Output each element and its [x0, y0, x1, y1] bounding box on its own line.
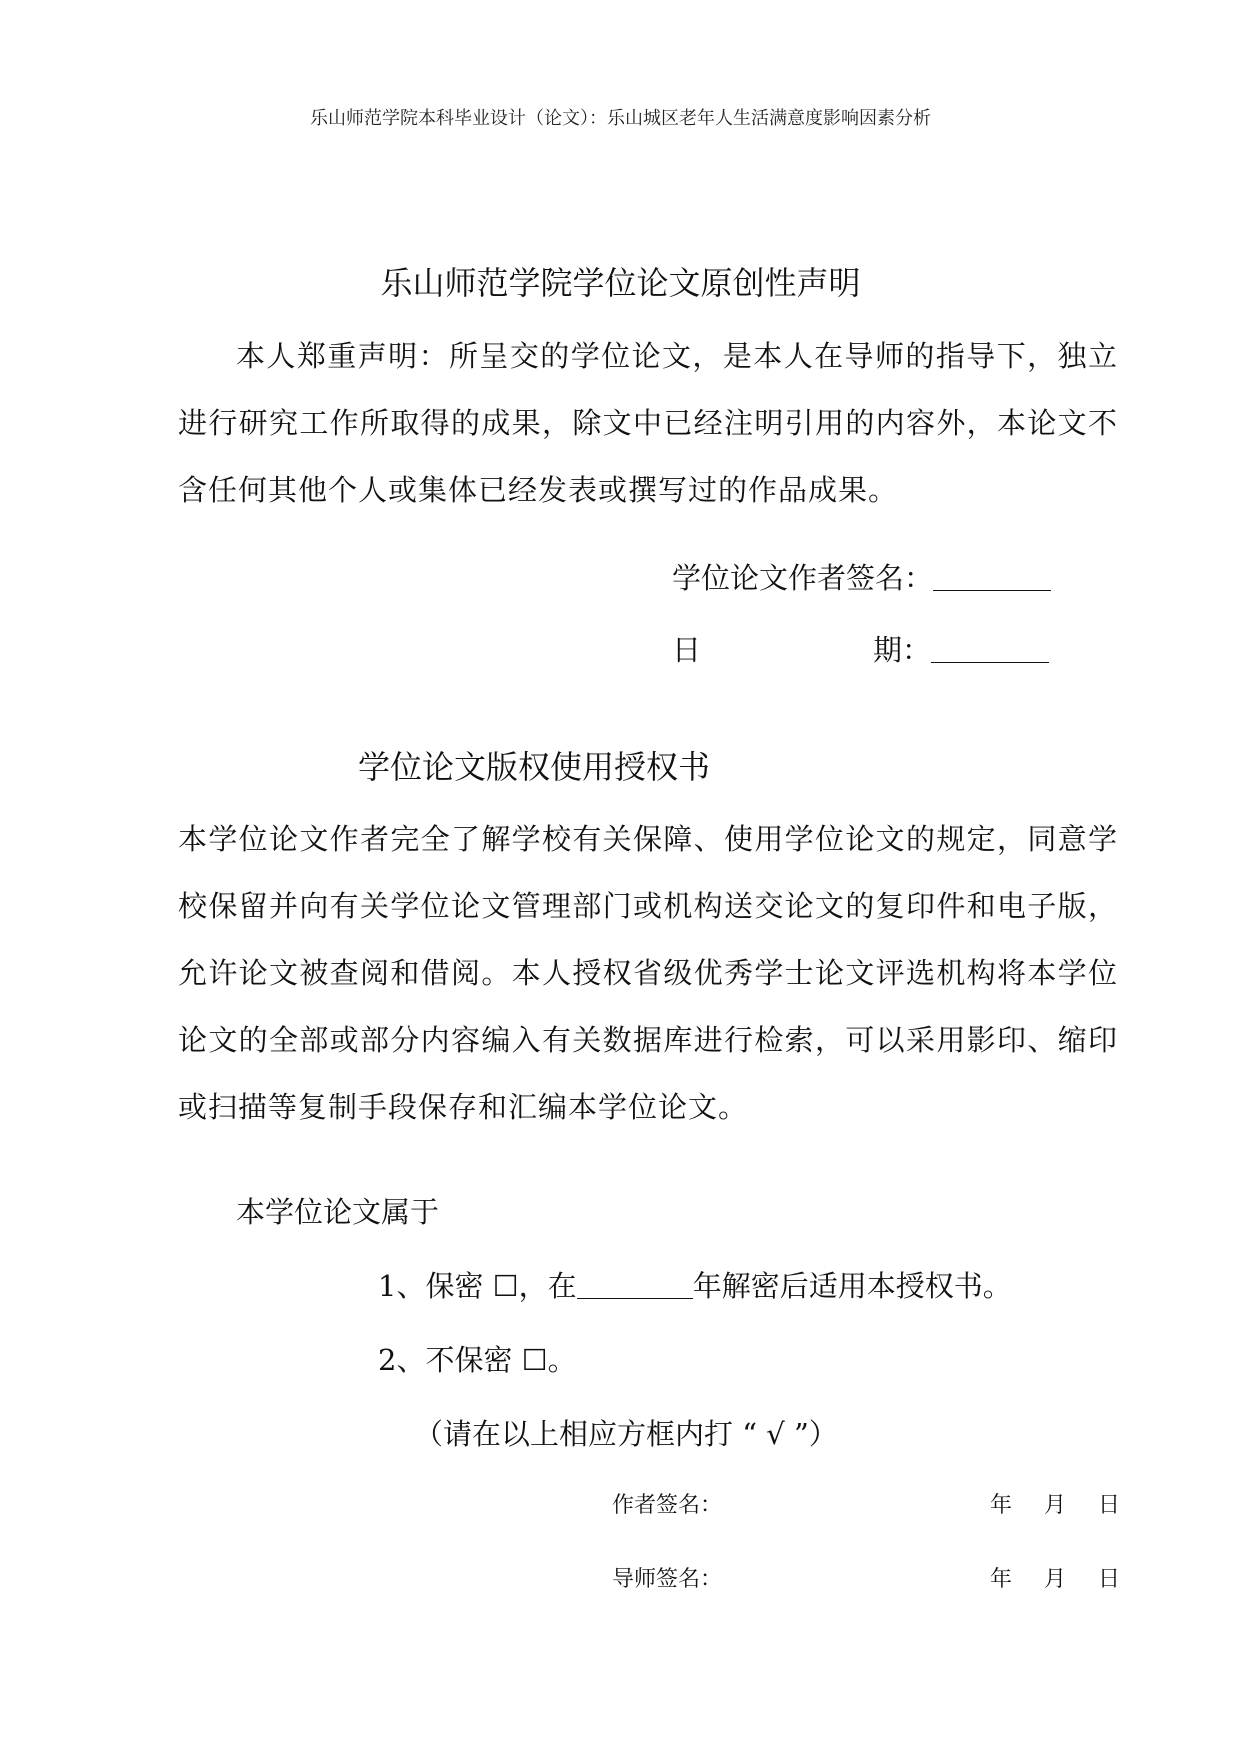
option-confidential-label: 1、保密 [378, 1269, 484, 1303]
date-label-period: 期： [873, 633, 932, 667]
option-confidential-mid: ，在 [518, 1269, 577, 1303]
author-sign-label: 作者签名： [612, 1493, 723, 1518]
non-confidential-checkbox[interactable]: ☐ [521, 1343, 548, 1377]
advisor-sign-label: 导师签名： [612, 1567, 723, 1592]
author-sign-date [990, 1488, 1152, 1519]
advisor-year-label: 年 [990, 1567, 1013, 1592]
option-non-confidential-label: 2、不保密 [378, 1343, 513, 1377]
author-signature-blank[interactable] [933, 590, 1051, 591]
option-confidential-suffix: 年解密后适用本授权书。 [692, 1269, 1012, 1303]
date-blank[interactable] [931, 662, 1049, 663]
author-month-label: 月 [1044, 1493, 1067, 1518]
date-label-day: 日 [672, 633, 702, 667]
advisor-day-label: 日 [1098, 1567, 1121, 1592]
author-signature-line [672, 556, 1051, 597]
authorization-statement: 本学位论文作者完全了解学校有关保障、使用学位论文的规定，同意学校保留并向有关学位论文管理部门或机构送交论文的复印件和电子版，允许论文被查阅和借阅。本人授权省级优秀学士论文评选机构将本学位论文的全部或部分内容编入有关数据库进行检索，可以采用影印、缩印或扫描等复制手段保存和汇编本学位论文。 [178, 822, 1118, 1124]
option-non-confidential [378, 1338, 577, 1379]
originality-statement: 本人郑重声明：所呈交的学位论文，是本人在导师的指导下，独立进行研究工作所取得的成果，除文中已经注明引用的内容外，本论文不含任何其他个人或集体已经发表或撰写过的作品成果。 [178, 339, 1118, 507]
authorization-title: 学位论文版权使用授权书 [358, 748, 711, 786]
advisor-month-label: 月 [1044, 1567, 1067, 1592]
option-non-confidential-suffix: 。 [547, 1343, 577, 1377]
declassify-year-blank[interactable] [577, 1298, 693, 1299]
date-line [672, 628, 1049, 669]
advisor-sign-date [990, 1562, 1152, 1593]
confidential-checkbox[interactable]: ☐ [492, 1269, 519, 1303]
belongs-label: 本学位论文属于 [236, 1195, 440, 1229]
running-header: 乐山师范学院本科毕业设计（论文）：乐山城区老年人生活满意度影响因素分析 [310, 108, 931, 129]
author-signature-label: 学位论文作者签名： [672, 561, 934, 595]
option-confidential [378, 1264, 1012, 1305]
originality-title: 乐山师范学院学位论文原创性声明 [380, 264, 861, 302]
author-year-label: 年 [990, 1493, 1013, 1518]
author-day-label: 日 [1098, 1493, 1121, 1518]
checkbox-instruction: （请在以上相应方框内打 “ √ ”） [414, 1417, 838, 1451]
